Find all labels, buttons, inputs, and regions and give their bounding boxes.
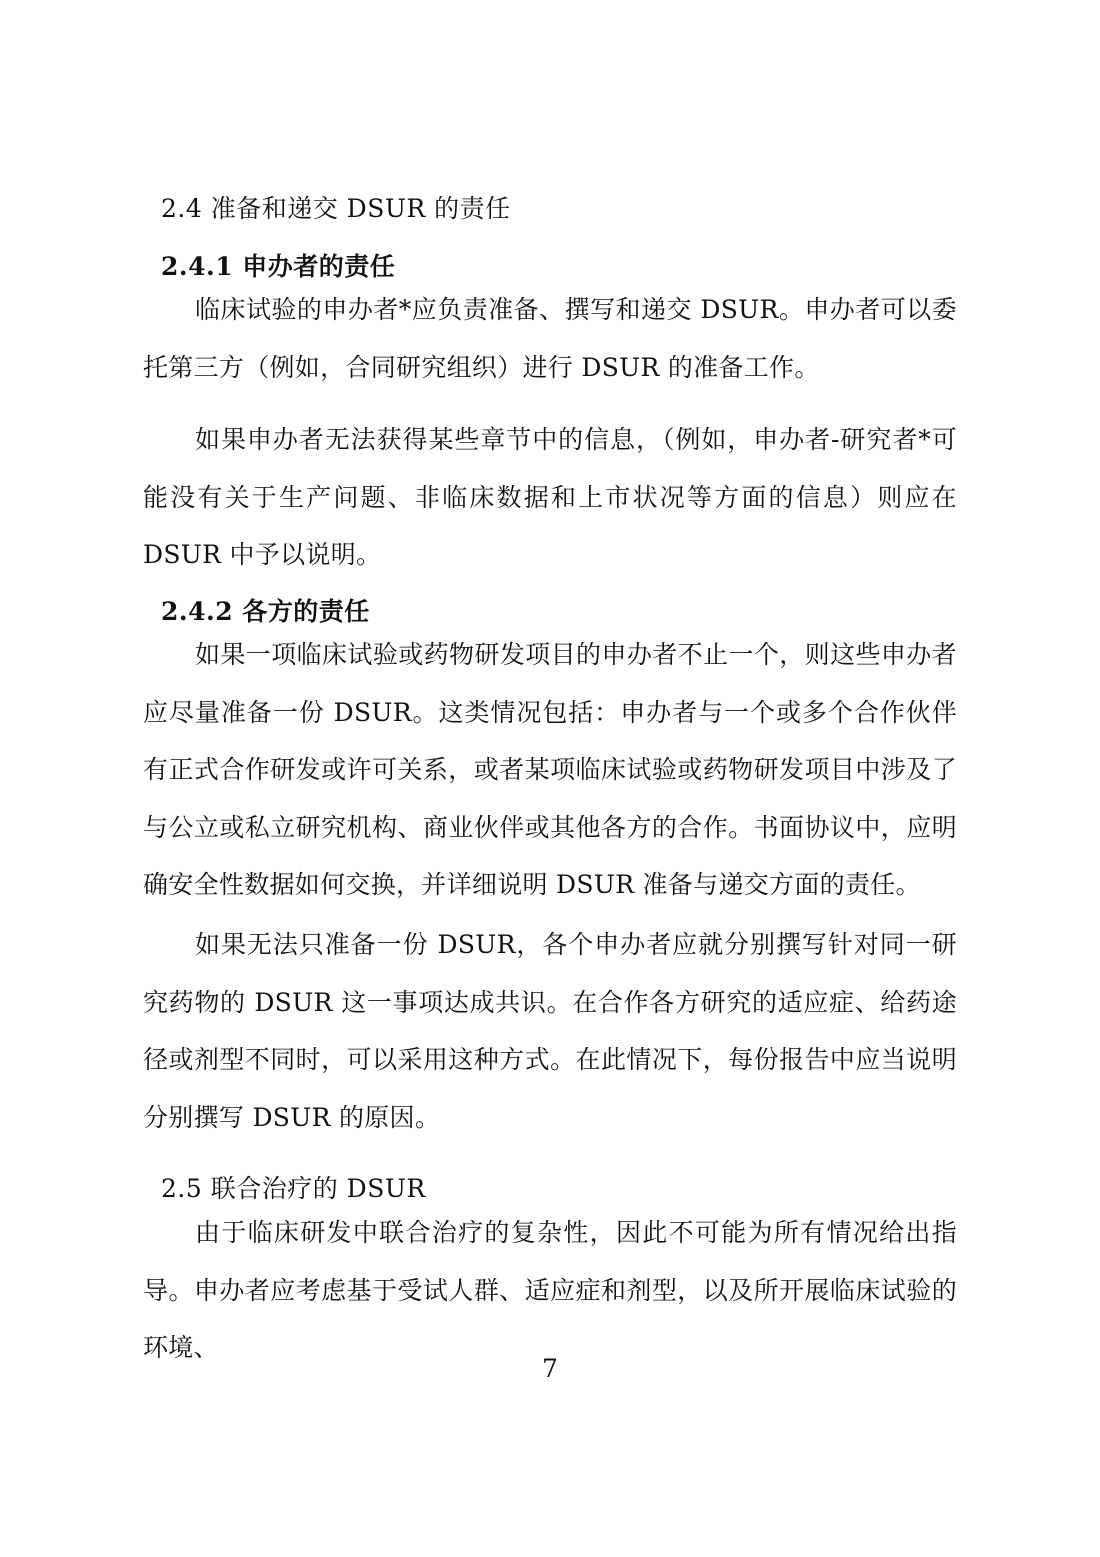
paragraph-missing-information: 如果申办者无法获得某些章节中的信息，（例如，申办者-研究者*可能没有关于生产问题、非临床数据和上市状况等方面的信息）则应在 DSUR 中予以说明。 xyxy=(143,425,957,570)
paragraph-combination-therapy: 由于临床研发中联合治疗的复杂性，因此不可能为所有情况给出指导。申办者应考虑基于受试人群、适应症和剂型，以及所开展临床试验的环境、 xyxy=(143,1218,957,1363)
paragraph-sponsor-responsibility: 临床试验的申办者*应负责准备、撰写和递交 DSUR。申办者可以委托第三方（例如，合同研究组织）进行 DSUR 的准备工作。 xyxy=(143,295,957,382)
section-heading-2-5: 2.5 联合治疗的 DSUR xyxy=(161,1174,426,1203)
paragraph-multiple-sponsors: 如果一项临床试验或药物研发项目的申办者不止一个，则这些申办者应尽量准备一份 DSUR。这类情况包括：申办者与一个或多个合作伙伴有正式合作研发或许可关系，或者某项临床试验或药物研发项目中涉及了与公立或私立研究机构、商业伙伴或其他各方的合作。书面协议中，应明确安全性数据如何交换，并详细说明 DSUR 准备与递交方面的责任。 xyxy=(143,640,957,900)
section-heading-2-4: 2.4 准备和递交 DSUR 的责任 xyxy=(161,194,511,223)
paragraph-separate-dsur: 如果无法只准备一份 DSUR，各个申办者应就分别撰写针对同一研究药物的 DSUR 这一事项达成共识。在合作各方研究的适应症、给药途径或剂型不同时，可以采用这种方式。在此情况下，每份报告中应当说明分别撰写 DSUR 的原因。 xyxy=(143,930,957,1132)
page-number: 7 xyxy=(542,1354,558,1383)
section-heading-2-4-2: 2.4.2 各方的责任 xyxy=(161,597,370,626)
section-heading-2-4-1: 2.4.1 申办者的责任 xyxy=(161,252,396,281)
